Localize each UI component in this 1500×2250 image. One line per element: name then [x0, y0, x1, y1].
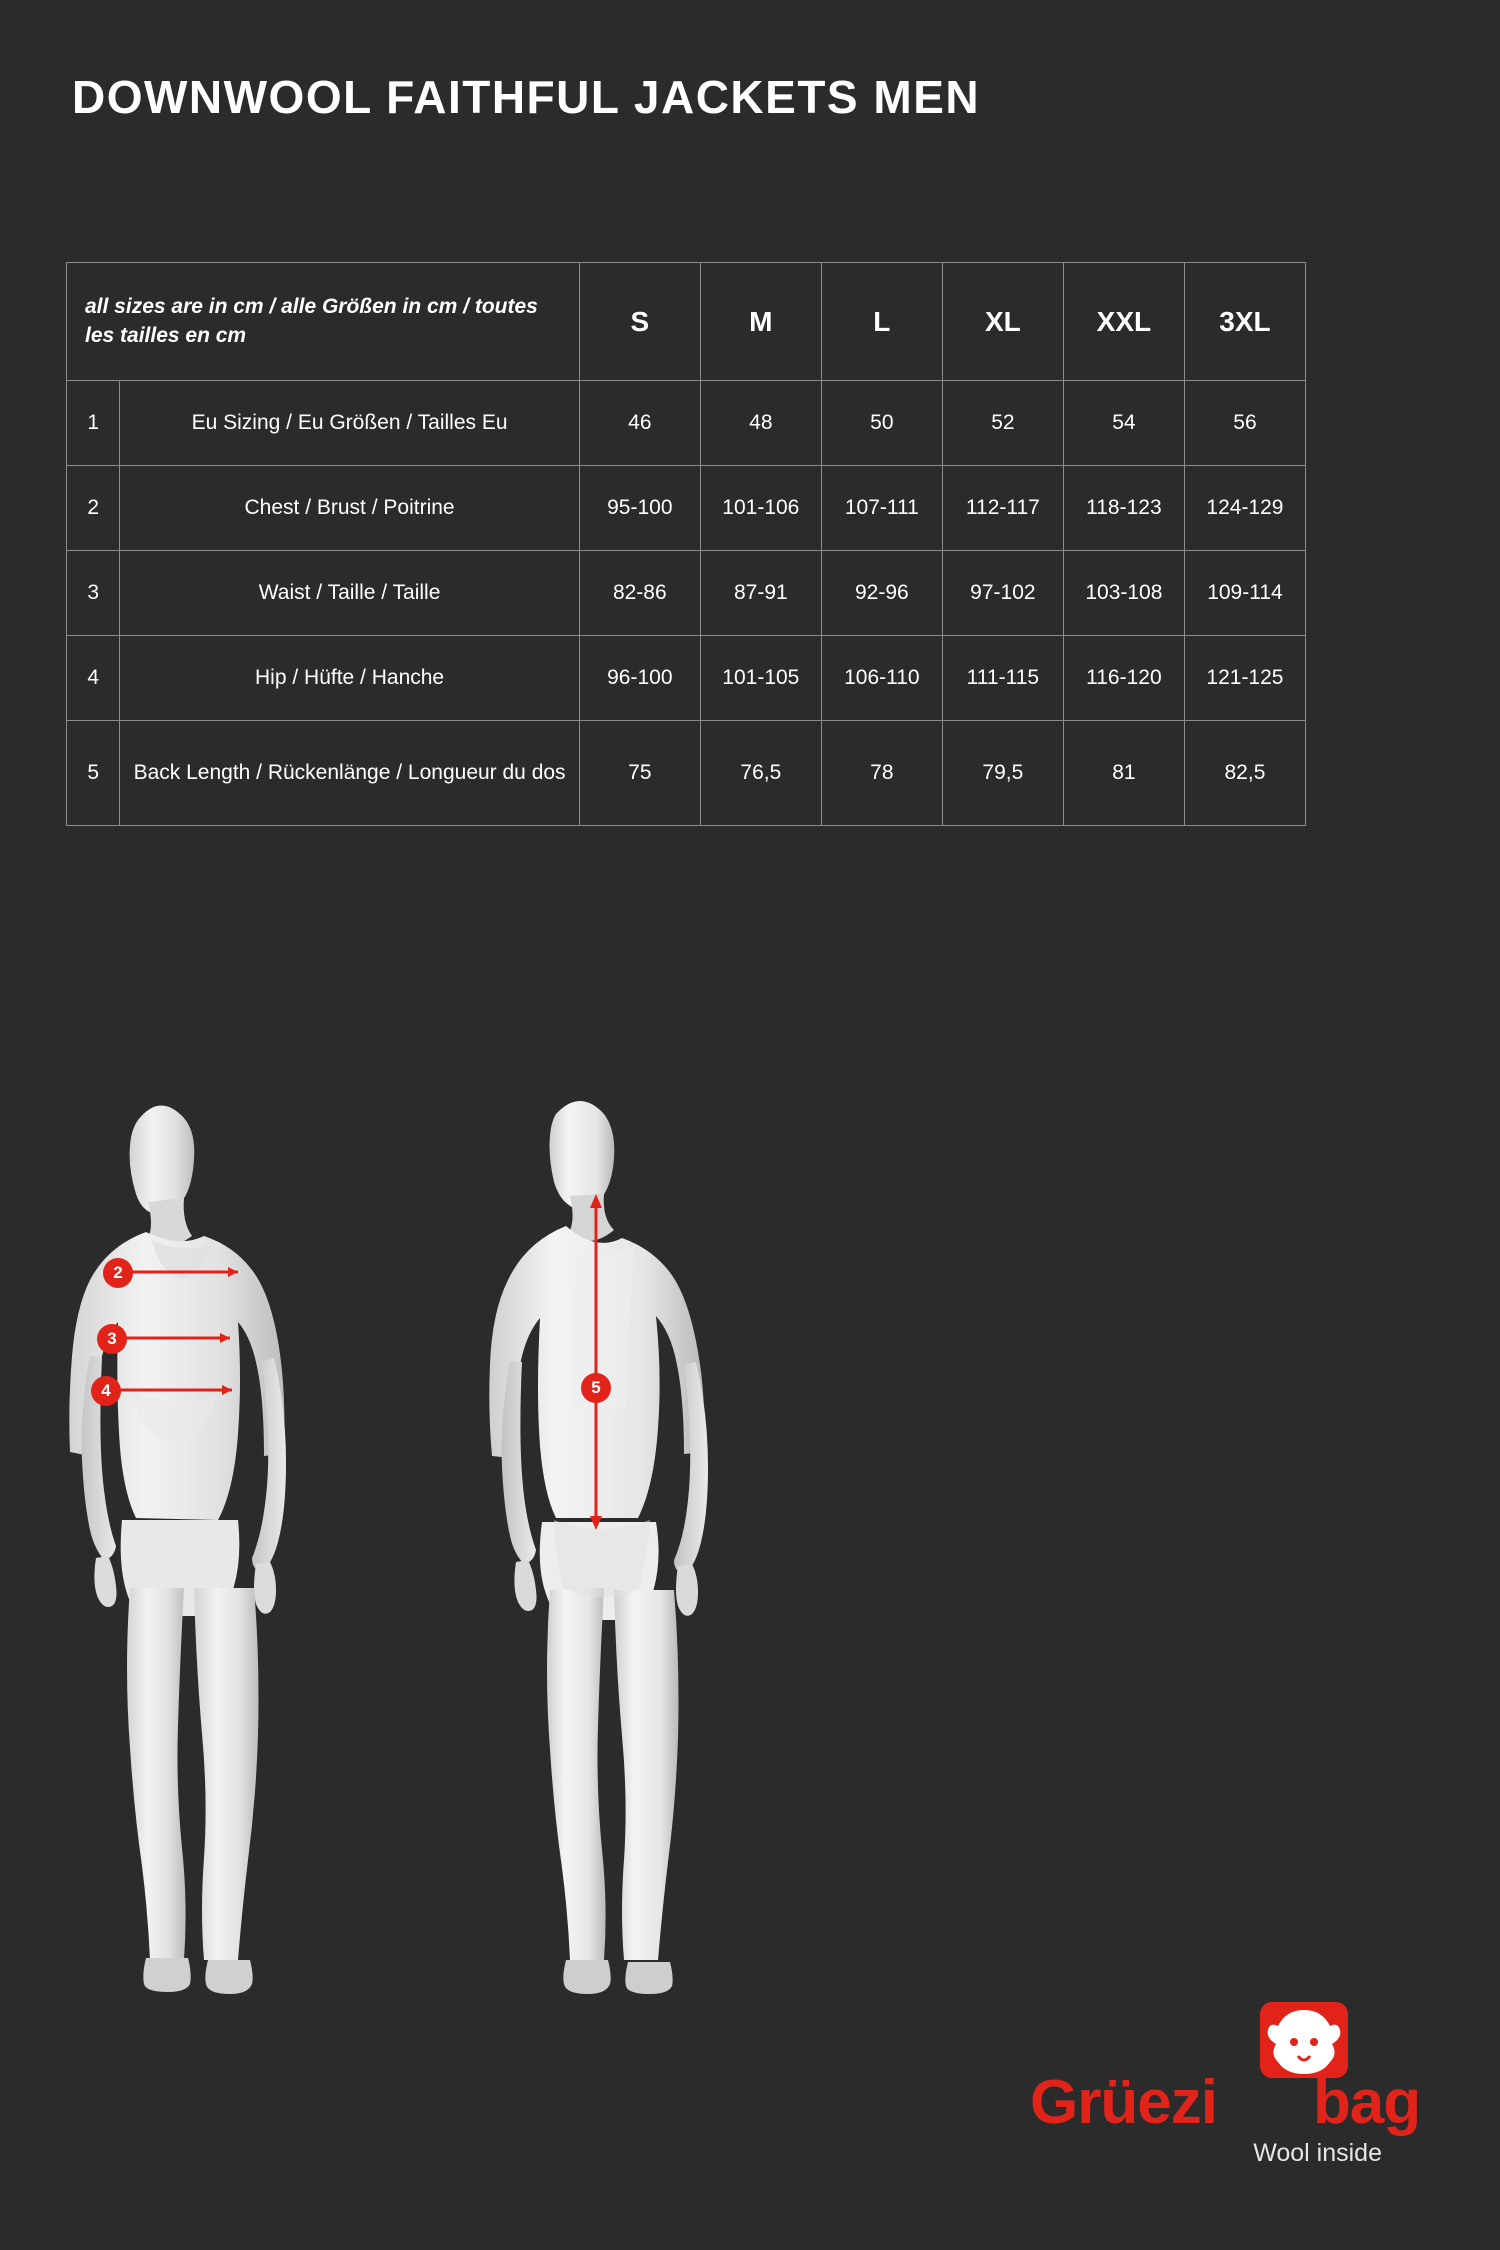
- table-header-description: all sizes are in cm / alle Größen in cm / toutes les tailles en cm: [67, 263, 580, 381]
- size-table: [66, 262, 1306, 826]
- row-value-m: 87-91: [700, 551, 821, 636]
- table-header-size-xxl: XXL: [1063, 263, 1184, 381]
- row-number: 5: [67, 721, 120, 826]
- row-value-l: 106-110: [821, 636, 942, 721]
- row-label: Waist / Taille / Taille: [120, 551, 579, 636]
- row-value-3xl: 56: [1184, 381, 1305, 466]
- row-value-xxl: 54: [1063, 381, 1184, 466]
- row-value-m: 76,5: [700, 721, 821, 826]
- logo-brand-second: bag: [1312, 2068, 1421, 2137]
- row-value-s: 95-100: [579, 466, 700, 551]
- row-value-xxl: 81: [1063, 721, 1184, 826]
- table-header-size-xl: XL: [942, 263, 1063, 381]
- brand-logo: [1030, 1978, 1430, 2178]
- row-number: 3: [67, 551, 120, 636]
- row-value-l: 78: [821, 721, 942, 826]
- table-header-size-m: M: [700, 263, 821, 381]
- back-body-shape: [489, 1101, 708, 1994]
- row-value-xl: 97-102: [942, 551, 1063, 636]
- table-row: [67, 466, 1306, 551]
- front-mannequin-svg: [60, 1090, 400, 2100]
- row-value-s: 75: [579, 721, 700, 826]
- marker-5-back-length: 5: [581, 1373, 611, 1403]
- row-value-3xl: 124-129: [1184, 466, 1305, 551]
- row-value-l: 50: [821, 381, 942, 466]
- row-value-xl: 111-115: [942, 636, 1063, 721]
- front-mannequin: [60, 1090, 400, 2105]
- size-table-container: [66, 262, 1306, 826]
- row-value-xl: 52: [942, 381, 1063, 466]
- table-row: [67, 381, 1306, 466]
- row-value-l: 92-96: [821, 551, 942, 636]
- mannequin-illustrations: [0, 1090, 1500, 2100]
- row-value-xxl: 116-120: [1063, 636, 1184, 721]
- logo-wordmark: [1030, 2067, 1430, 2138]
- row-value-3xl: 82,5: [1184, 721, 1305, 826]
- back-mannequin-svg: [480, 1090, 820, 2100]
- row-value-xl: 112-117: [942, 466, 1063, 551]
- table-row: [67, 636, 1306, 721]
- row-value-s: 82-86: [579, 551, 700, 636]
- table-row: [67, 721, 1306, 826]
- row-value-s: 46: [579, 381, 700, 466]
- row-number: 1: [67, 381, 120, 466]
- marker-3-waist: 3: [97, 1324, 127, 1354]
- table-header-size-s: S: [579, 263, 700, 381]
- row-value-3xl: 109-114: [1184, 551, 1305, 636]
- front-body-shape: [69, 1105, 286, 1994]
- table-header-row: [67, 263, 1306, 381]
- row-value-m: 101-106: [700, 466, 821, 551]
- row-value-m: 48: [700, 381, 821, 466]
- row-value-l: 107-111: [821, 466, 942, 551]
- row-number: 4: [67, 636, 120, 721]
- row-label: Chest / Brust / Poitrine: [120, 466, 579, 551]
- row-value-3xl: 121-125: [1184, 636, 1305, 721]
- logo-brand-first: Grüezi: [1030, 2068, 1217, 2137]
- marker-4-hip: 4: [91, 1376, 121, 1406]
- row-value-xxl: 118-123: [1063, 466, 1184, 551]
- row-label: Back Length / Rückenlänge / Longueur du dos: [120, 721, 579, 826]
- table-header-size-l: L: [821, 263, 942, 381]
- page-title: DOWNWOOL FAITHFUL JACKETS MEN: [72, 71, 981, 123]
- row-number: 2: [67, 466, 120, 551]
- logo-tagline: Wool inside: [1253, 2139, 1382, 2167]
- table-header: [67, 263, 1306, 381]
- row-value-xl: 79,5: [942, 721, 1063, 826]
- row-label: Hip / Hüfte / Hanche: [120, 636, 579, 721]
- row-value-s: 96-100: [579, 636, 700, 721]
- row-value-xxl: 103-108: [1063, 551, 1184, 636]
- row-label: Eu Sizing / Eu Größen / Tailles Eu: [120, 381, 579, 466]
- table-row: [67, 551, 1306, 636]
- marker-2-chest: 2: [103, 1258, 133, 1288]
- table-header-size-3xl: 3XL: [1184, 263, 1305, 381]
- table-body: [67, 381, 1306, 826]
- back-mannequin: [480, 1090, 820, 2105]
- row-value-m: 101-105: [700, 636, 821, 721]
